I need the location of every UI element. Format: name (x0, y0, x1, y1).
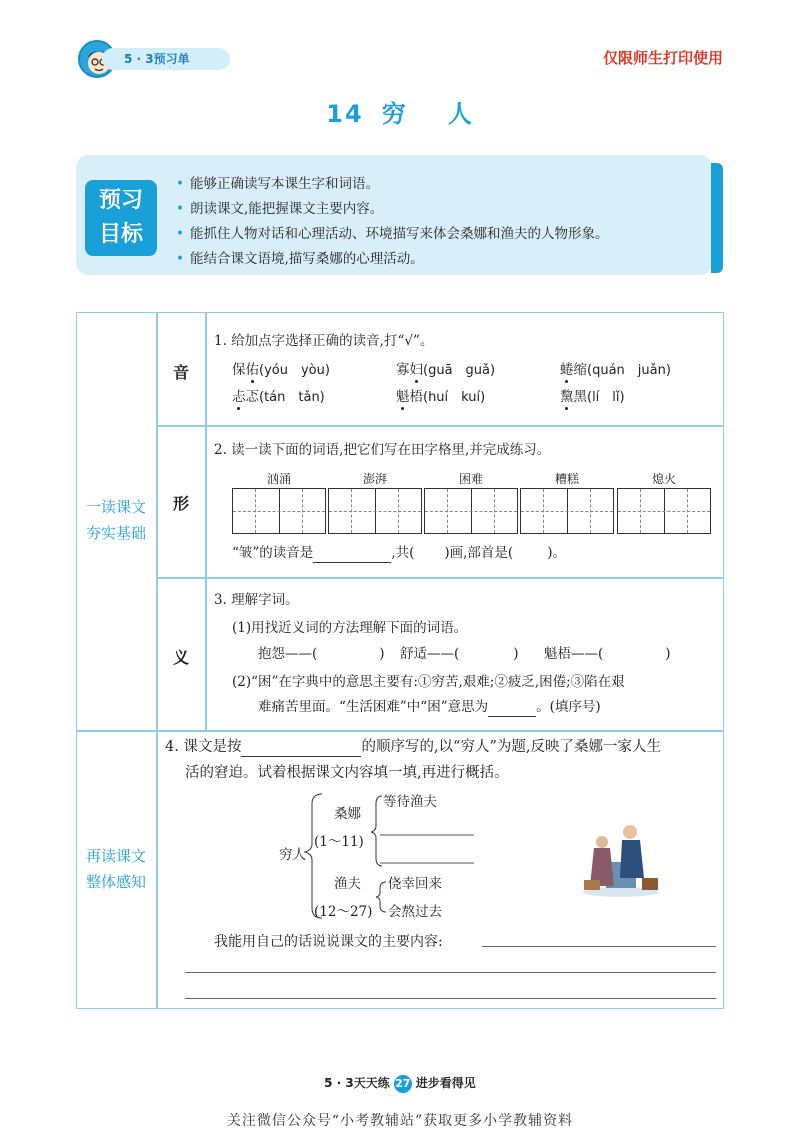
tree-branch1-name: 桑娜 (334, 806, 361, 822)
grid-word: 汹涌 (266, 472, 291, 486)
section1-label-line2: 夯实基础 (85, 524, 146, 542)
q1-item: 黧黑(lí lǐ) (560, 389, 625, 405)
q1-item: 魁梧(huí kuí) (396, 389, 486, 405)
goals-tag (85, 180, 157, 256)
tree-branch2-name: 渔夫 (334, 876, 361, 892)
sound-label: 音 (172, 363, 189, 382)
q2-blank-line: “皱”的读音是 ,共( )画,部首是( )。 (232, 545, 566, 561)
goals-tag-line1: 预习 (98, 188, 143, 213)
lesson-title-char-2: 人 (447, 100, 474, 128)
page-number: 27 (394, 1075, 412, 1093)
grid-word: 熄火 (651, 472, 676, 486)
print-notice: 仅限师生打印使用 (602, 49, 723, 67)
lesson-number: 14 (326, 100, 364, 128)
table-divider (76, 730, 724, 732)
q3-pair: 抱怨——( ) (258, 646, 385, 662)
q2-prompt: 2. 读一读下面的词语,把它们写在田字格里,并完成练习。 (214, 442, 551, 458)
section1-label (76, 494, 156, 546)
lesson-title-char-1: 穷 (381, 100, 408, 128)
answer-line[interactable] (185, 972, 716, 973)
goals-list (176, 172, 706, 272)
goal-item: • 能结合课文语境,描写桑娜的心理活动。 (176, 247, 706, 272)
q3-sub2-line2: 难痛苦里面。“生活困难”中“困”意思为 。(填序号) (258, 699, 601, 715)
q3-pair: 舒适——( ) (400, 646, 519, 662)
tianzige-box[interactable] (520, 488, 614, 534)
grid-word: 糟糕 (554, 472, 579, 486)
tianzige-box[interactable] (617, 488, 711, 534)
q4-line2: 活的窘迫。试着根据课文内容填一填,再进行概括。 (185, 765, 509, 781)
promo-text: 关注微信公众号“小考教辅站”获取更多小学教辅资料 (226, 1113, 574, 1129)
tree-branch1-range: (1～11) (314, 834, 364, 850)
footer-right: 进步看得见 (415, 1076, 476, 1090)
tianzige-box[interactable] (328, 488, 422, 534)
tree-branch2-range: (12～27) (314, 904, 373, 920)
tree-branch1-item: 等待渔夫 (383, 794, 437, 810)
meaning-label: 义 (172, 648, 189, 667)
q1-item: 保佑(yóu yòu) (232, 362, 330, 378)
goals-tag-line2: 目标 (98, 222, 143, 247)
table-divider (156, 577, 724, 579)
goal-item: • 能够正确读写本课生字和词语。 (176, 172, 706, 197)
tree-branch2-item: 侥幸回来 (388, 876, 442, 892)
summary-prompt: 我能用自己的话说说课文的主要内容: (214, 934, 443, 950)
answer-line[interactable] (482, 946, 716, 947)
answer-blank[interactable] (313, 547, 391, 563)
section2-label-line2: 整体感知 (85, 873, 146, 891)
tree-root: 穷人 (279, 847, 306, 863)
q3-sub1: (1)用找近义词的方法理解下面的词语。 (232, 620, 468, 636)
footer-left: 5 · 3天天练 (324, 1076, 390, 1090)
q3-sub2-line1: (2)“困”在字典中的意思主要有:①穷苦,艰难;②疲乏,困倦;③陷在艰 (232, 674, 625, 690)
illustration-image (578, 820, 664, 900)
q4-line1: 4. 课文是按 的顺序写的,以“穷人”为题,反映了桑娜一家人生 (165, 739, 661, 755)
goal-item: • 能抓住人物对话和心理活动、环境描写来体会桑娜和渔夫的人物形象。 (176, 222, 706, 247)
tianzige-box[interactable] (424, 488, 518, 534)
lesson-title (0, 94, 800, 129)
tianzige-box[interactable] (232, 488, 326, 534)
section2-label-line1: 再读课文 (85, 847, 146, 865)
q3-pair: 魁梧——( ) (544, 646, 671, 662)
table-divider (156, 425, 724, 427)
q1-item: 蜷缩(quán juǎn) (560, 362, 671, 378)
answer-blank[interactable] (241, 740, 361, 757)
page-footer (0, 1074, 800, 1093)
section1-label-line1: 一读课文 (85, 498, 146, 516)
answer-blank[interactable] (488, 701, 536, 717)
grid-word: 澎湃 (362, 472, 387, 486)
grid-word: 困难 (458, 472, 483, 486)
q1-item: 寡妇(guā guǎ) (396, 362, 496, 378)
form-label: 形 (172, 494, 189, 513)
answer-line[interactable] (185, 998, 716, 999)
goals-accent-bar (711, 163, 723, 273)
series-badge-label: 5 · 3预习单 (102, 48, 230, 70)
tree-branch2-item: 会熬过去 (388, 904, 442, 920)
goal-item: • 朗读课文,能把握课文主要内容。 (176, 197, 706, 222)
q1-prompt: 1. 给加点字选择正确的读音,打“√”。 (214, 333, 434, 349)
q1-item: 忐忑(tán tǎn) (232, 389, 325, 405)
section2-label (76, 843, 156, 895)
q3-prompt: 3. 理解字词。 (214, 592, 299, 608)
